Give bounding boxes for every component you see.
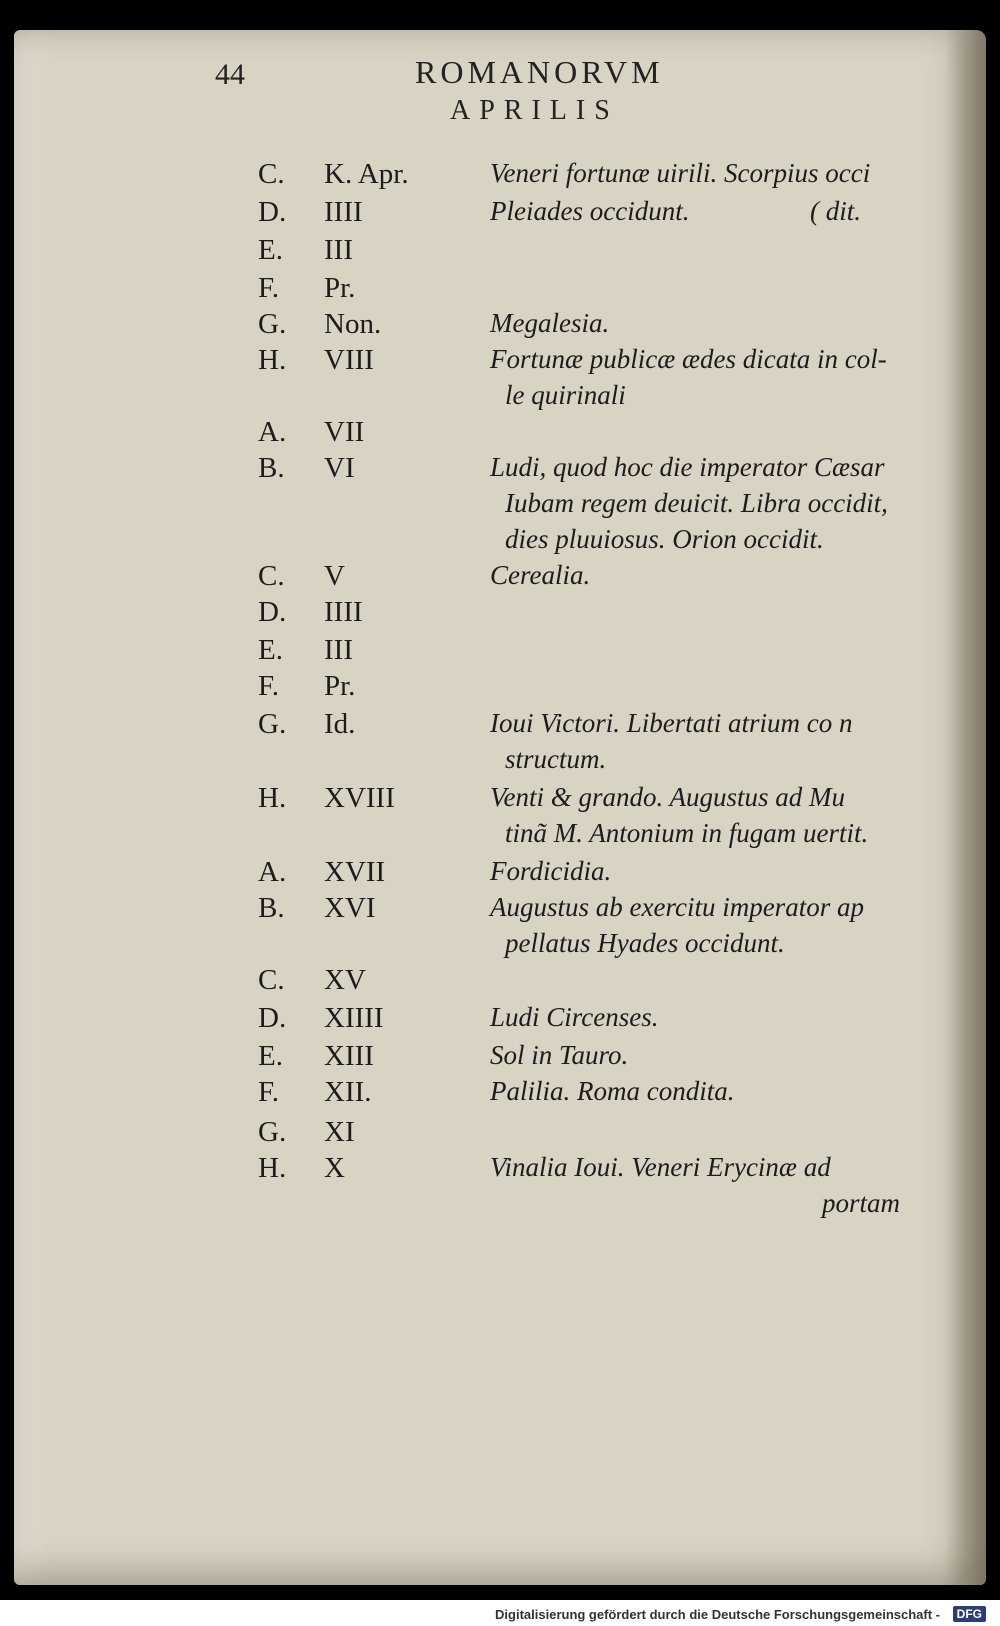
binding-shadow [946, 30, 986, 1585]
row-note: Fortunæ publicæ ædes dicata in col- [490, 344, 887, 374]
row-day: Pr. [324, 670, 356, 702]
row-letter: D. [258, 596, 287, 628]
row-letter: B. [258, 452, 285, 484]
row-note: Venti & grando. Augustus ad Mu [490, 782, 846, 812]
row-letter: C. [258, 964, 285, 996]
page-number: 44 [215, 58, 245, 91]
row-day: XIII [324, 1040, 374, 1072]
row-note: tinã M. Antonium in fugam uertit. [505, 818, 869, 848]
row-note: structum. [505, 744, 607, 774]
row-day: III [324, 234, 353, 266]
row-letter: H. [258, 1152, 287, 1184]
row-note: le quirinali [505, 380, 626, 410]
row-letter: F. [258, 1076, 280, 1108]
row-day: VIII [324, 344, 374, 376]
row-letter: G. [258, 708, 287, 740]
row-letter: E. [258, 234, 283, 266]
row-day: XVIII [324, 782, 395, 814]
row-day: XIIII [324, 1002, 384, 1034]
row-letter: D. [258, 196, 287, 228]
row-note: portam [822, 1188, 901, 1218]
row-letter: F. [258, 272, 280, 304]
row-day: Non. [324, 308, 382, 340]
row-letter: H. [258, 782, 287, 814]
row-note: Fordicidia. [490, 856, 612, 886]
row-day: XVI [324, 892, 376, 924]
row-note: Augustus ab exercitu imperator ap [490, 892, 864, 922]
row-day: XV [324, 964, 366, 996]
row-day: XII. [324, 1076, 372, 1108]
month-heading: APRILIS [450, 95, 619, 126]
row-note: Pleiades occidunt. [490, 196, 690, 226]
dfg-logo: DFG [953, 1606, 986, 1622]
row-note: Ludi Circenses. [490, 1002, 659, 1032]
row-note: ( dit. [810, 196, 861, 226]
row-day: IIII [324, 596, 363, 628]
row-note: Megalesia. [490, 308, 610, 338]
row-note: Ioui Victori. Libertati atrium co n [490, 708, 853, 738]
row-letter: C. [258, 560, 285, 592]
row-day: XVII [324, 856, 386, 888]
row-day: IIII [324, 196, 363, 228]
row-letter: G. [258, 1116, 287, 1148]
row-day: Pr. [324, 272, 356, 304]
row-day: VII [324, 416, 365, 448]
row-day: X [324, 1152, 345, 1184]
row-note: Sol in Tauro. [490, 1040, 629, 1070]
running-title: ROMANORVM [415, 54, 664, 90]
row-day: V [324, 560, 345, 592]
row-note: Veneri fortunæ uirili. Scorpius occi [490, 158, 871, 188]
row-letter: F. [258, 670, 280, 702]
row-letter: D. [258, 1002, 287, 1034]
row-letter: A. [258, 416, 287, 448]
footer-bar [0, 1600, 1000, 1626]
row-letter: H. [258, 344, 287, 376]
row-note: Vinalia Ioui. Veneri Erycinæ ad [490, 1152, 831, 1182]
row-letter: E. [258, 634, 283, 666]
row-day: III [324, 634, 353, 666]
row-day: K. Apr. [324, 158, 409, 190]
row-note: Cerealia. [490, 560, 591, 590]
row-note: Ludi, quod hoc die imperator Cæsar [490, 452, 885, 482]
row-letter: B. [258, 892, 285, 924]
row-day: Id. [324, 708, 356, 740]
row-note: dies pluuiosus. Orion occidit. [505, 524, 824, 554]
row-note: Iubam regem deuicit. Libra occidit, [505, 488, 888, 518]
footer-credit: Digitalisierung gefördert durch die Deutsche Forschungsgemeinschaft - [495, 1607, 940, 1622]
row-day: VI [324, 452, 355, 484]
row-note: pellatus Hyades occidunt. [505, 928, 785, 958]
row-letter: C. [258, 158, 285, 190]
row-letter: G. [258, 308, 287, 340]
row-day: XI [324, 1116, 355, 1148]
row-note: Palilia. Roma condita. [490, 1076, 735, 1106]
row-letter: E. [258, 1040, 283, 1072]
row-letter: A. [258, 856, 287, 888]
